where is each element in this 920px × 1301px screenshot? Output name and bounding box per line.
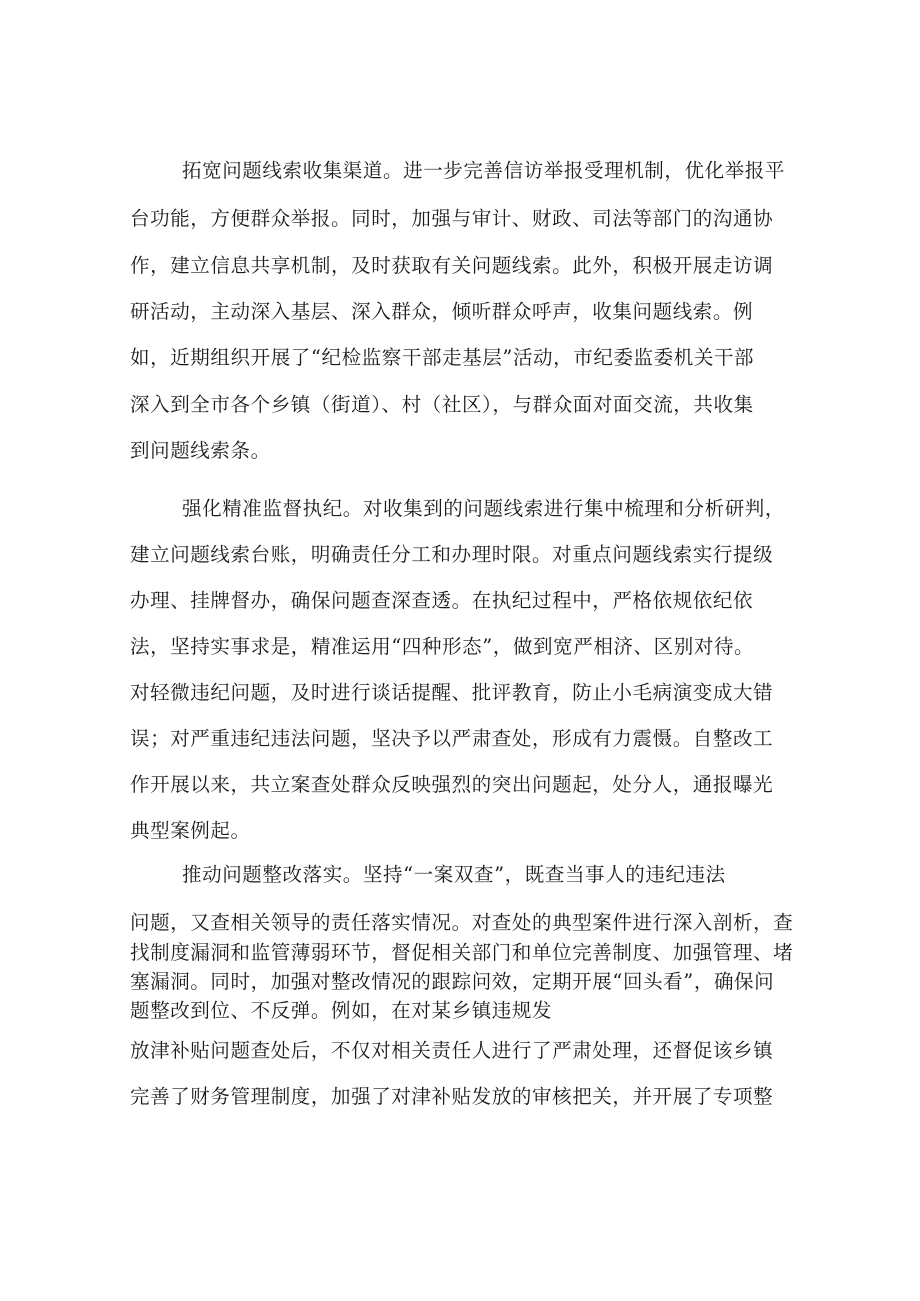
para1-line4: 研活动，主动深入基层、深入群众，倾听群众呼声，收集问题线索。例 [130,300,754,323]
para3-line2: 问题，又查相关领导的责任落实情况。对查处的典型案件进行深入剖析，查 [130,911,794,934]
para3-line7: 完善了财务管理制度，加强了对津补贴发放的审核把关，并开展了专项整 [130,1085,774,1108]
para2-line8: 典型案例起。 [130,819,251,842]
para3-line6: 放津补贴问题查处后，不仅对相关责任人进行了严肃处理，还督促该乡镇 [130,1039,774,1062]
para2-line4: 法，坚持实事求是，精准运用“四种形态”，做到宽严相济、区别对待。 [130,635,755,658]
para1-line2: 台功能，方便群众举报。同时，加强与审计、财政、司法等部门的沟通协 [130,207,774,230]
para3-line1: 推动问题整改落实。坚持“一案双查”，既查当事人的违纪违法 [182,863,726,886]
para3-line3: 找制度漏洞和监管薄弱环节，督促相关部门和单位完善制度、加强管理、堵 [130,941,794,964]
para2-line1: 强化精准监督执纪。对收集到的问题线索进行集中梳理和分析研判， [182,497,786,520]
para1-line7: 到问题线索条。 [130,439,271,462]
para2-line7: 作开展以来，共立案查处群众反映强烈的突出问题起，处分人，通报曝光 [130,773,774,796]
para2-line5: 对轻微违纪问题，及时进行谈话提醒、批评教育，防止小毛病演变成大错 [130,681,774,704]
para3-line4: 塞漏洞。同时，加强对整改情况的跟踪问效，定期开展“回头看”，确保问 [130,970,775,993]
para2-line3: 办理、挂牌督办，确保问题查深查透。在执纪过程中，严格依规依纪依 [130,589,754,612]
para1-line6: 深入到全市各个乡镇（街道）、村（社区），与群众面对面交流，共收集 [130,393,754,416]
para1-line1: 拓宽问题线索收集渠道。进一步完善信访举报受理机制，优化举报平 [182,159,786,182]
para1-line5: 如，近期组织开展了“纪检监察干部走基层”活动，市纪委监委机关干部 [130,346,755,369]
para2-line2: 建立问题线索台账，明确责任分工和办理时限。对重点问题线索实行提级 [130,543,774,566]
para3-line5: 题整改到位、不反弹。例如，在对某乡镇违规发 [130,999,553,1022]
para1-line3: 作，建立信息共享机制，及时获取有关问题线索。此外，积极开展走访调 [130,254,774,277]
para2-line6: 误；对严重违纪违法问题，坚决予以严肃查处，形成有力震慑。自整改工 [130,727,774,750]
